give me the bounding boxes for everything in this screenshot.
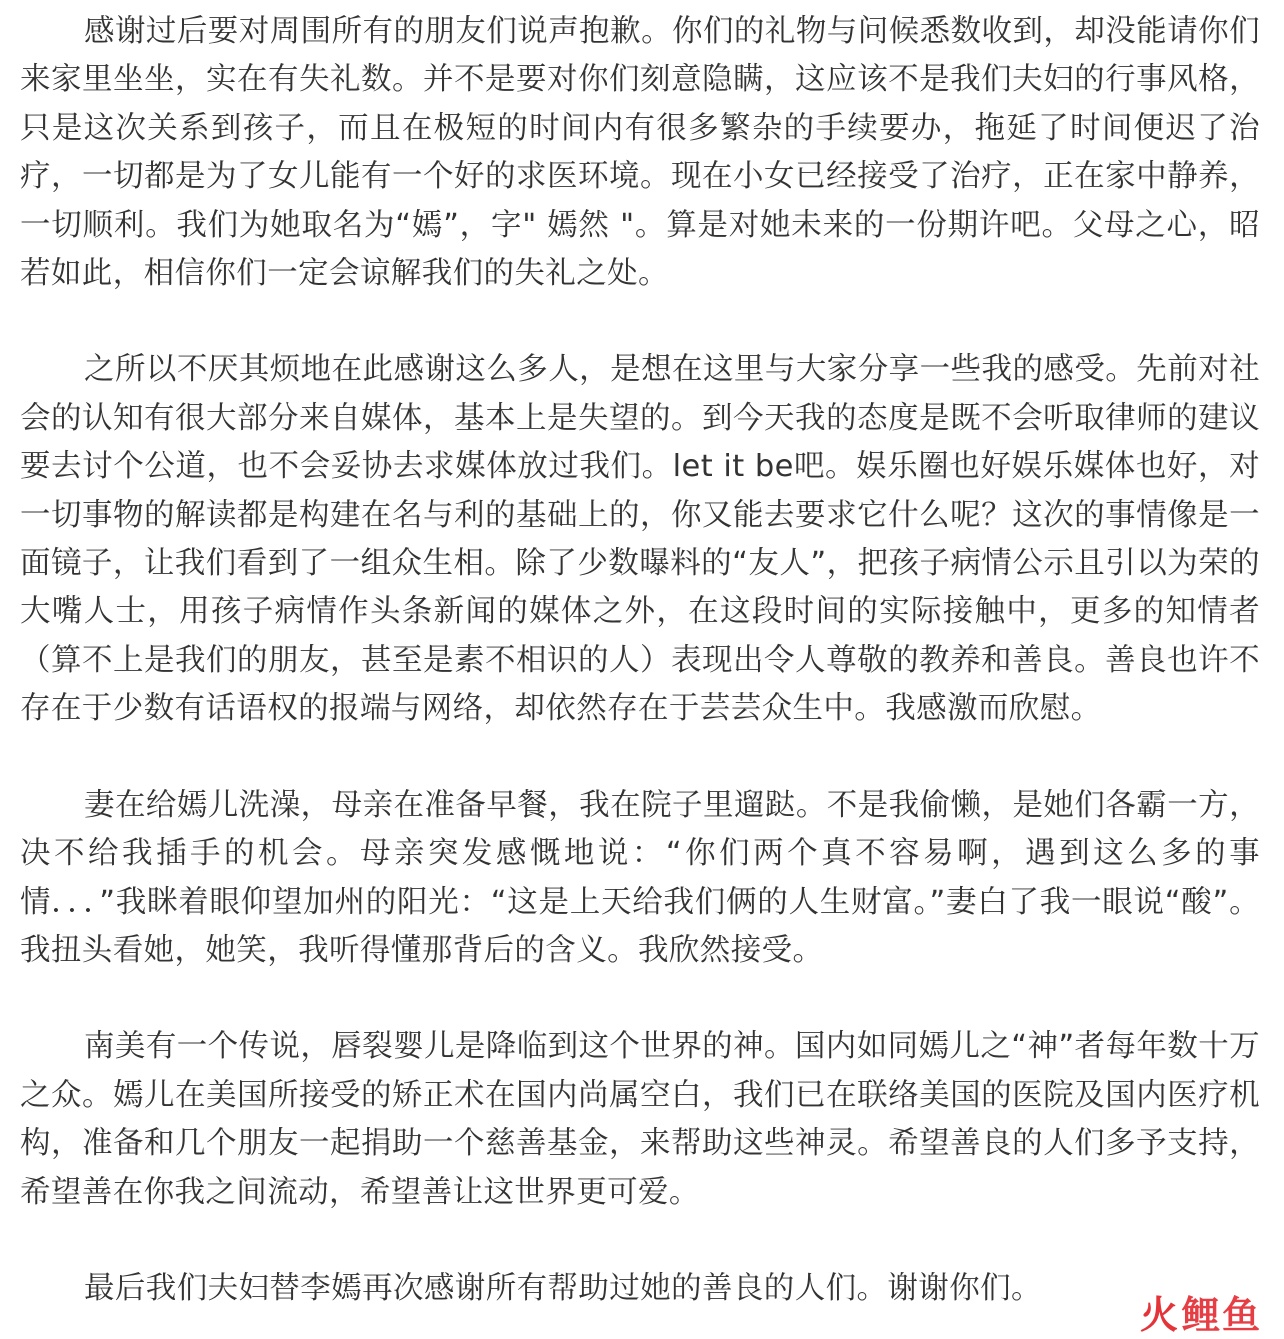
paragraph-apology: 感谢过后要对周围所有的朋友们说声抱歉。你们的礼物与问候悉数收到，却没能请你们来家里坐坐，实在有失礼数。并不是要对你们刻意隐瞒，这应该不是我们夫妇的行事风格，只是这次关系到孩子，而且在极短的时间内有很多繁杂的手续要办，拖延了时间便迟了治疗，一切都是为了女儿能有一个好的求医环境。现在小女已经接受了治疗，正在家中静养，一切顺利。我们为她取名为“嫣”，字" 嫣然 "。算是对她未来的一份期许吧。父母之心，昭若如此，相信你们一定会谅解我们的失礼之处。 (20, 14, 1260, 292)
paragraph-charity: 南美有一个传说，唇裂婴儿是降临到这个世界的神。国内如同嫣儿之“神”者每年数十万之众。嫣儿在美国所接受的矫正术在国内尚属空白，我们已在联络美国的医院及国内医疗机构，准备和几个朋友一起捐助一个慈善基金，来帮助这些神灵。希望善良的人们多予支持，希望善在你我之间流动，希望善让这世界更可爱。 (20, 1029, 1260, 1210)
watermark-carp-text: 鲤鱼 (1181, 1292, 1262, 1337)
paragraph-reflection: 之所以不厌其烦地在此感谢这么多人，是想在这里与大家分享一些我的感受。先前对社会的认知有很大部分来自媒体，基本上是失望的。到今天我的态度是既不会听取律师的建议要去讨个公道，也不会妥协去求媒体放过我们。let it be吧。娱乐圈也好娱乐媒体也好，对一切事物的解读都是构建在名与利的基础上的，你又能去要求它什么呢？这次的事情像是一面镜子，让我们看到了一组众生相。除了少数曝料的“友人”，把孩子病情公示且引以为荣的大嘴人士，用孩子病情作头条新闻的媒体之外，在这段时间的实际接触中，更多的知情者（算不上是我们的朋友，甚至是素不相识的人）表现出令人尊敬的教养和善良。善良也许不存在于少数有话语权的报端与网络，却依然存在于芸芸众生中。我感激而欣慰。 (20, 352, 1260, 727)
watermark-logo (1139, 1288, 1262, 1337)
paragraph-closing-thanks: 最后我们夫妇替李嫣再次感谢所有帮助过她的善良的人们。谢谢你们。 (84, 1270, 1042, 1306)
paragraph-family-morning: 妻在给嫣儿洗澡，母亲在准备早餐，我在院子里遛跶。不是我偷懒，是她们各霸一方，决不给我插手的机会。母亲突发感慨地说：“你们两个真不容易啊，遇到这么多的事情．．．”我眯着眼仰望加州的阳光：“这是上天给我们俩的人生财富。”妻白了我一眼说“酸”。我扭头看她，她笑，我听得懂那背后的含义。我欣然接受。 (20, 787, 1260, 968)
article-body (20, 8, 1260, 1313)
watermark-fire-text: 火 (1139, 1292, 1180, 1337)
